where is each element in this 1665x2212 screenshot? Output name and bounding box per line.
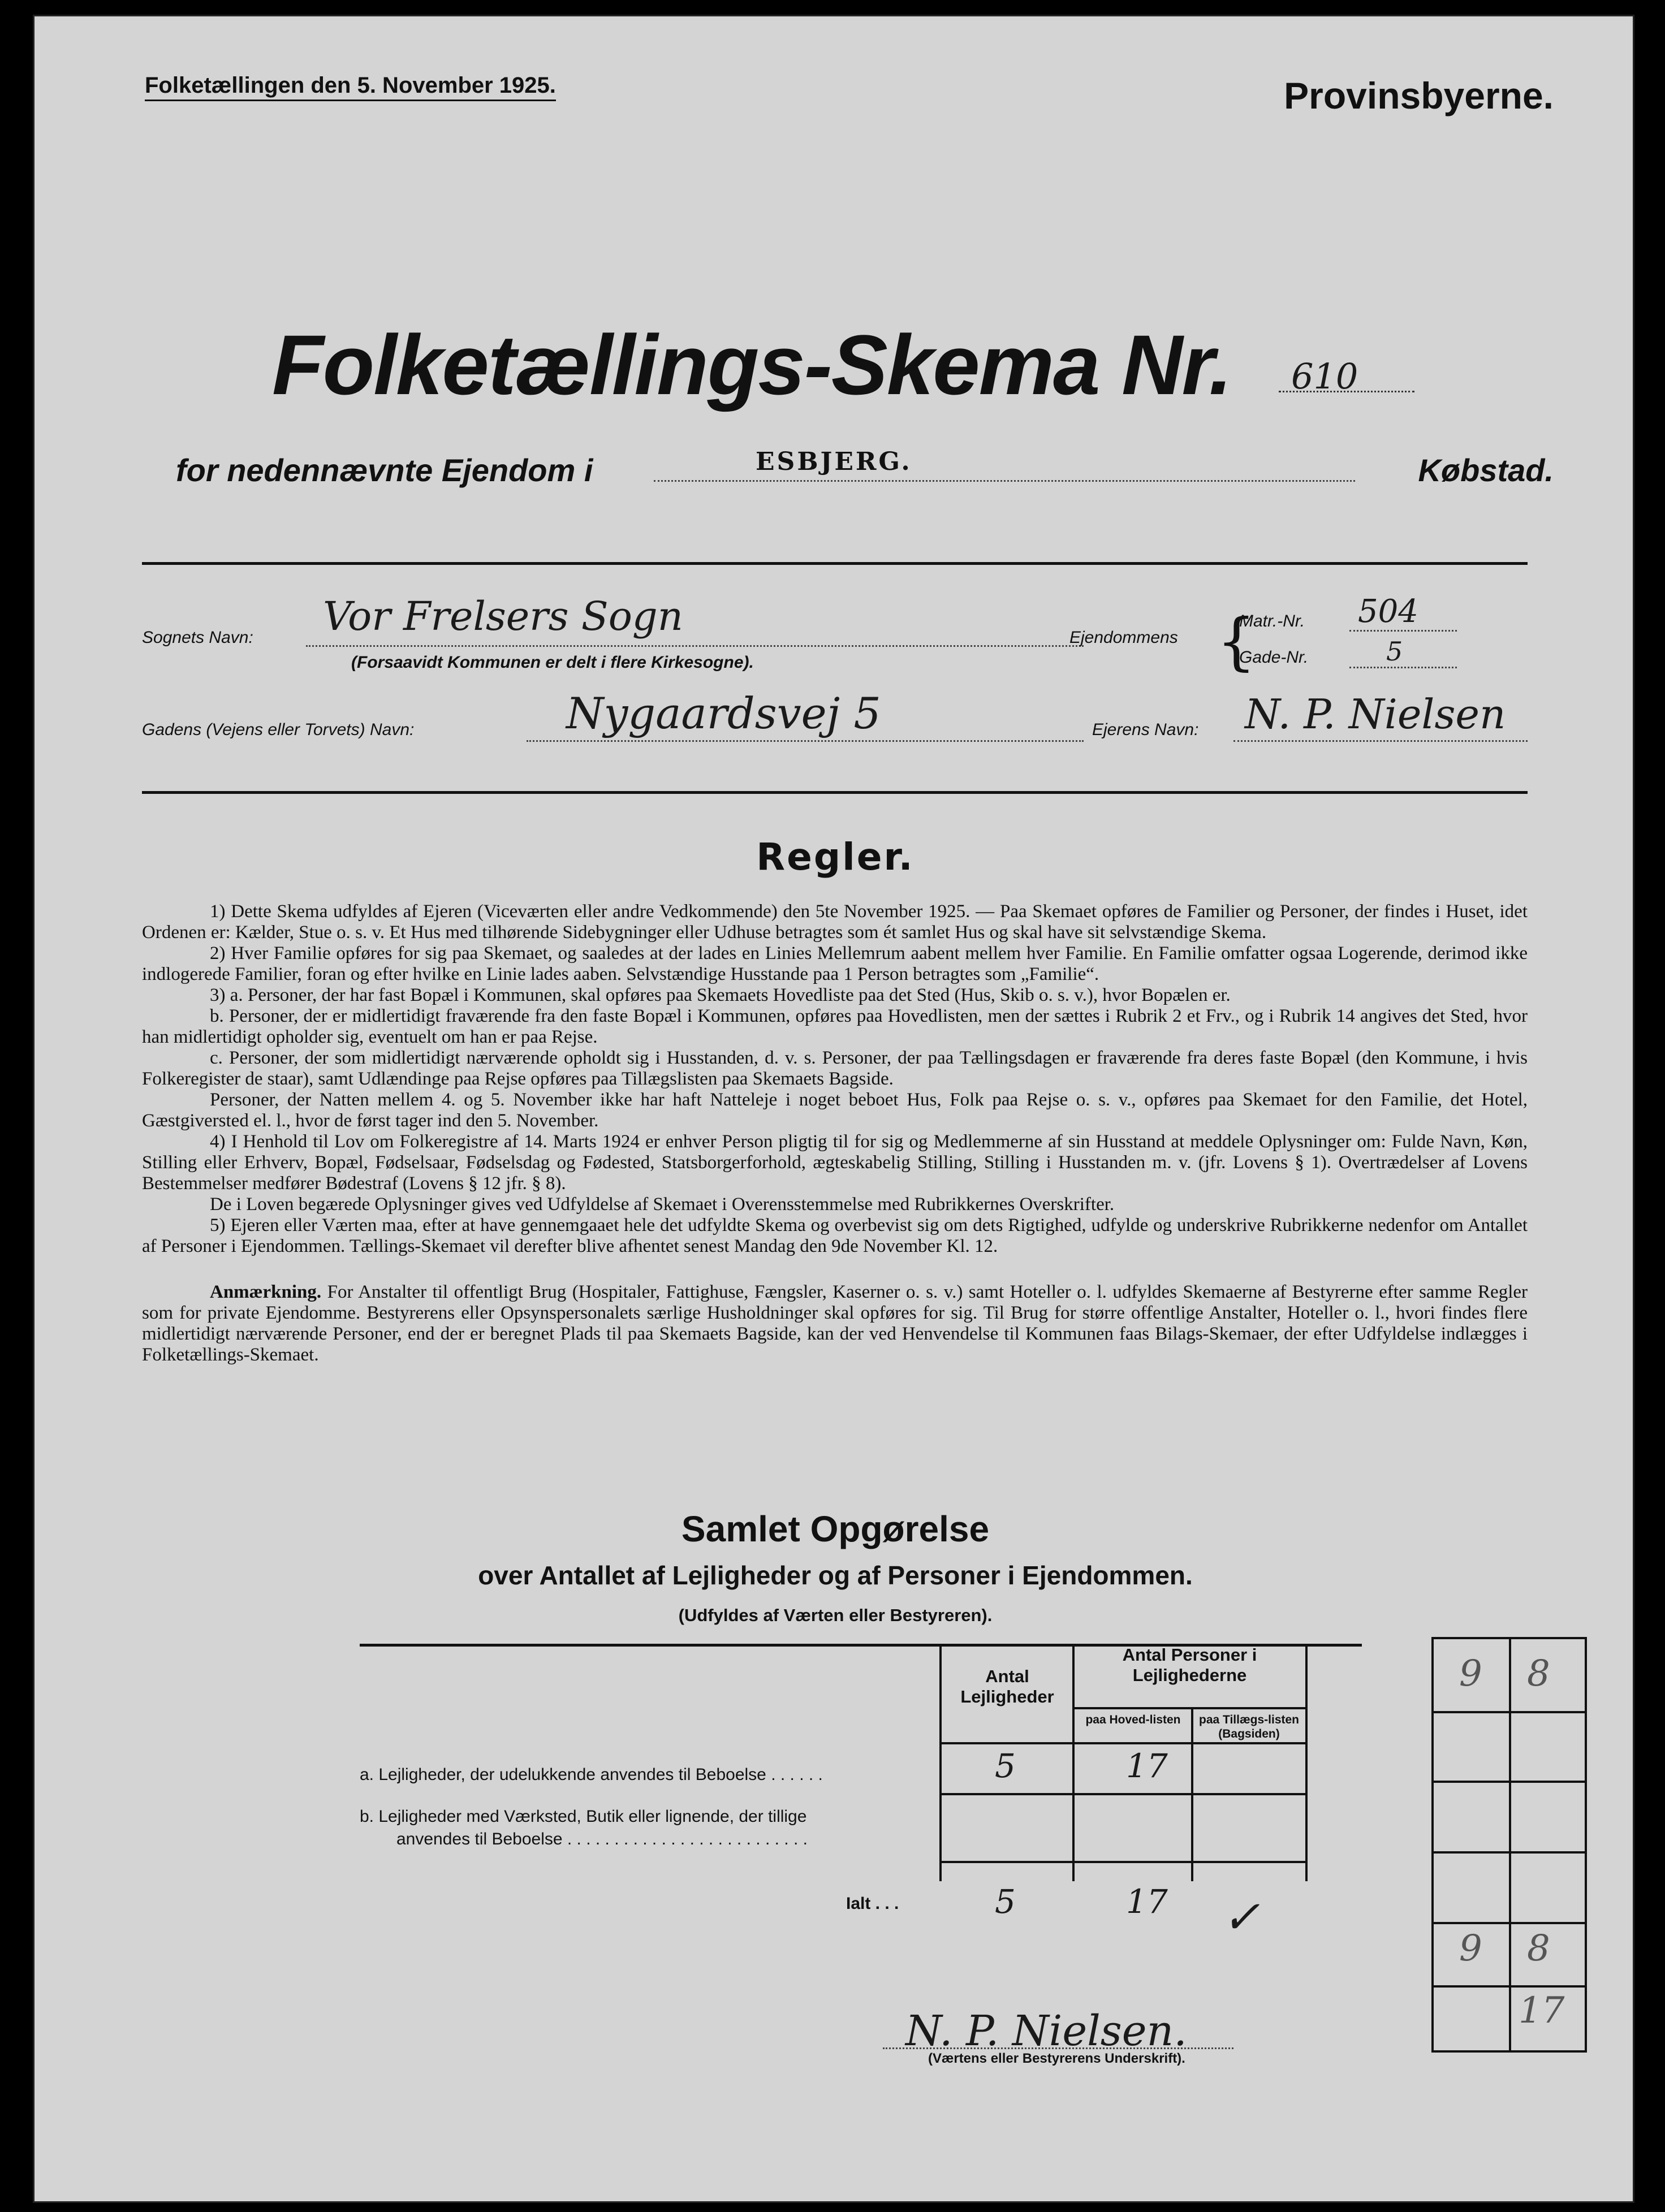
form-title: Folketællings-Skema Nr. [272, 317, 1232, 412]
gade-nr-value: 5 [1386, 636, 1403, 667]
row-b-label: b. Lejligheder med Værksted, Butik eller lignende, der tillige [360, 1807, 807, 1826]
sogn-label: Sognets Navn: [142, 628, 253, 647]
a-hovedliste-value: 17 [1126, 1747, 1168, 1785]
form-number-line [1279, 391, 1414, 392]
gade-nr-line [1349, 667, 1457, 668]
check-mark-icon: ✓ [1222, 1891, 1261, 1943]
rules-text [142, 901, 1528, 1366]
matr-value: 504 [1358, 593, 1418, 630]
table-col-divider [1072, 1644, 1075, 1881]
divider-middle [142, 791, 1528, 794]
ialt-hovedliste-value: 17 [1126, 1882, 1168, 1921]
signature-value: N. P. Nielsen. [905, 2007, 1187, 2055]
rule-paragraph: 4) I Henhold til Lov om Folkeregistre af 14. Marts 1924 er enhver Person pligtig til for sig og Medlemmerne af sin Husstand at meddele Oplysninger om: Fulde Navn, Køn, Stilling eller Erhverv, Bopæl, Fødselsaar, Fødselsdag og Fødested, Statsborgerforhold, ægteskabelig Stilling, Stilling i Husstanden m. v. (jfr. Lovens § 1). Overtrædelser af Lovens Bestemmelser medfører Bødestraf (Lovens § 12 jfr. § 8). [142, 1131, 1528, 1194]
rule-paragraph: Personer, der Natten mellem 4. og 5. November ikke har haft Natteleje i noget beboet Hus, Folk paa Rejse o. s. v., opføres paa Skemaet for den Familie, det Hotel, Gæstgiversted el. l., hvor de først tager ind den 5. November. [142, 1090, 1528, 1131]
table-row-rule [939, 1793, 1305, 1795]
side-tally-grid [1431, 1637, 1587, 2053]
owner-line [1233, 740, 1528, 742]
kobstad-label: Købstad. [1418, 452, 1554, 488]
col-hovedlisten-header: paa Hoved-listen [1085, 1713, 1181, 1726]
rule-paragraph: 5) Ejeren eller Værten maa, efter at have gennemgaaet hele det udfyldte Skema og overbevist sig om dets Rigtighed, udfylde og underskrive Rubrikkerne nedenfor om Antallet af Personer i Ejendommen. Tællings-Skemaet vil derefter blive afhentet senest Mandag den 9de November Kl. 12. [142, 1215, 1528, 1256]
gade-name-value: Nygaardsvej 5 [566, 688, 881, 738]
rule-paragraph: De i Loven begærede Oplysninger gives ved Udfyldelse af Skemaet i Overensstemmelse med Rubrikkernes Overskrifter. [210, 1194, 1115, 1215]
matr-line [1349, 630, 1457, 632]
gade-name-line [527, 740, 1084, 742]
city-line [654, 480, 1355, 482]
tally-value: 17 [1519, 1990, 1565, 2032]
tally-value: 8 [1527, 1653, 1550, 1695]
note-text: For Anstalter til offentligt Brug (Hospitaler, Fattighuse, Fængsler, Kaserner o. s. v.) samt Hoteller o. l. udfyldes Skemaerne af Bestyrerne efter samme Regler som for private Ejendomme. Bestyrerens eller Opsynspersonalets særlige Husholdninger skal opføres for sig. Til Brug for større offentlige Anstalter, Hoteller o. l., hvori findes flere midlertidigt nærværende Personer, end der er beregnet Plads til paa Skemaets Bagside, kan der ved Henvendelse til Kommunen faas Bilags-Skemaer, der efter Udfyldelse indlægges i Folketællings-Skemaet. [142, 1282, 1528, 1365]
summary-hint: (Udfyldes af Værten eller Bestyreren). [678, 1605, 993, 1625]
rule-paragraph: b. Personer, der er midlertidigt fraværende fra den faste Bopæl i Kommunen, opføres paa Hovedlisten, men der sættes i Rubrik 2 et Frv., og i Rubrik 14 angives det Sted, hvor han midlertidigt opholder sig, eventuelt om han er paa Rejse. [142, 1006, 1528, 1047]
table-col-divider [939, 1644, 942, 1881]
tally-value: 8 [1527, 1928, 1550, 1969]
owner-label: Ejerens Navn: [1092, 720, 1199, 739]
table-header-rule [939, 1742, 1305, 1744]
form-number: 610 [1291, 356, 1358, 397]
col-personer-header: Antal Personer i Lejlighederne [1122, 1645, 1257, 1685]
rule-paragraph: c. Personer, der som midlertidigt nærværende opholdt sig i Husstanden, d. v. s. Personer, der paa Tællingsdagen er fraværende fra deres faste Bopæl (den Kommune, i hvis Folkeregister de staar), samt Udlændinge paa Rejse opføres paa Tillægslisten paa Skemaets Bagside. [142, 1048, 1528, 1089]
summary-title: Samlet Opgørelse [681, 1509, 990, 1549]
brace-icon: { [1217, 605, 1256, 677]
col-lejligheder-header: Antal Lejligheder [960, 1666, 1054, 1706]
ialt-lejligheder-value: 5 [995, 1882, 1016, 1921]
table-col-divider [1305, 1644, 1308, 1881]
ejendom-label: Ejendommens [1069, 628, 1178, 647]
side-grid-divider [1509, 1639, 1511, 2050]
a-lejligheder-value: 5 [995, 1747, 1016, 1785]
property-label: for nedennævnte Ejendom i [176, 452, 593, 488]
sogn-note: (Forsaavidt Kommunen er delt i flere Kirkesogne). [351, 653, 754, 672]
table-row-rule [939, 1861, 1305, 1863]
rule-paragraph: 3) a. Personer, der har fast Bopæl i Kommunen, skal opføres paa Skemaets Hovedliste paa det Sted (Hus, Skib o. s. v.), hvor Bopælen er. [210, 985, 1231, 1005]
tally-value: 9 [1459, 1928, 1482, 1969]
owner-value: N. P. Nielsen [1245, 690, 1506, 738]
sogn-value: Vor Frelsers Sogn [323, 593, 683, 640]
tally-value: 9 [1459, 1653, 1482, 1695]
rule-paragraph: 1) Dette Skema udfyldes af Ejeren (Viceværten eller andre Vedkommende) den 5te November 1925. — Paa Skemaet opføres de Familier og Personer, der findes i Huset, idet Ordenen er: Kælder, Stue o. s. v. Et Hus med tilhørende Sidebygninger eller Udhuse betragtes som ét samlet Hus og skal have sit selvstændige Skema. [142, 901, 1528, 943]
rules-title: Regler. [756, 835, 915, 879]
signature-label: (Værtens eller Bestyrerens Underskrift). [928, 2051, 1185, 2066]
census-date-header: Folketællingen den 5. November 1925. [145, 73, 556, 101]
signature-line [883, 2047, 1233, 2049]
table-sub-header-rule [1072, 1707, 1305, 1709]
row-a-label: a. Lejligheder, der udelukkende anvendes til Beboelse . . . . . . [360, 1765, 823, 1784]
census-form-page [33, 15, 1634, 2203]
city-name: ESBJERG. [756, 447, 912, 476]
col-tillaeg-header: paa Tillægs-listen (Bagsiden) [1199, 1713, 1299, 1740]
summary-subtitle: over Antallet af Lejligheder og af Personer i Ejendommen. [478, 1561, 1193, 1590]
note-paragraph [142, 1282, 1528, 1366]
row-ialt-label: Ialt . . . [846, 1894, 899, 1913]
rule-paragraph: 2) Hver Familie opføres for sig paa Skemaet, og saaledes at der lades en Linies Mellemrum aabent mellem hver Familie. En Familie omfatter ogsaa Logerende, derimod ikke indlogerede Familier, foran og efter hvilke en Linie lades aaben. Selvstændige Husstande paa 1 Person betragtes som „Familie“. [142, 943, 1528, 984]
sogn-line [306, 645, 1084, 647]
row-b-label-cont: anvendes til Beboelse . . . . . . . . . . . . . . . . . . . . . . . . . . [396, 1830, 808, 1848]
gade-nr-label: Gade-Nr. [1239, 648, 1309, 667]
note-label: Anmærkning. [210, 1282, 322, 1302]
matr-label: Matr.-Nr. [1239, 612, 1305, 630]
region-header: Provinsbyerne. [1284, 75, 1554, 116]
divider-top [142, 562, 1528, 565]
gade-name-label: Gadens (Vejens eller Torvets) Navn: [142, 720, 415, 739]
